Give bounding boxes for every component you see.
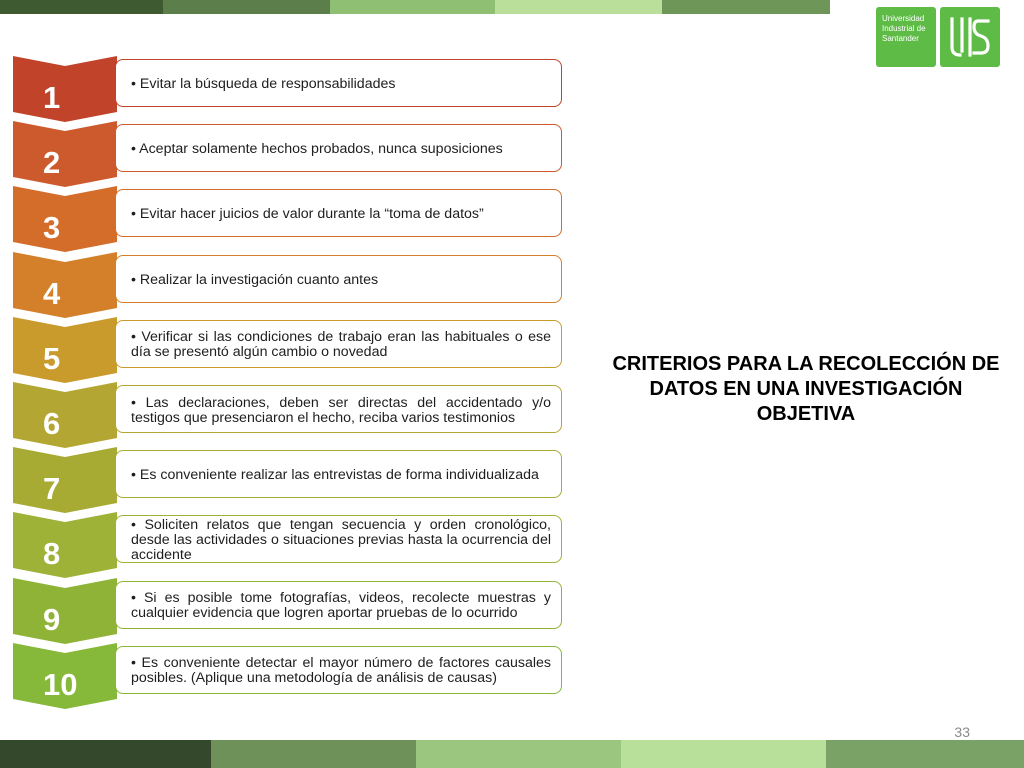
criterion-box	[115, 646, 562, 694]
slide-title: CRITERIOS PARA LA RECOLECCIÓN DE DATOS EN UNA INVESTIGACIÓN OBJETIVA	[612, 353, 1000, 425]
criterion-text: • Evitar hacer juicios de valor durante la “toma de datos”	[131, 206, 484, 223]
criterion-number: 4	[43, 275, 61, 311]
criterion-number: 6	[43, 406, 61, 441]
criterion-box	[115, 581, 562, 629]
logo-line: Santander	[882, 34, 919, 43]
uis-mark-icon	[940, 7, 1000, 67]
criterion-text: • Si es posible tome fotografías, videos, recolecte muestras y cualquier evidencia que logren aportar pruebas de lo ocurrido	[131, 590, 551, 622]
criterion-number: 10	[43, 666, 78, 702]
criterion-row	[13, 317, 565, 383]
criterion-text: • Las declaraciones, deben ser directas del accidentado y/o testigos que presenciaron el hecho, reciba varios testimonios	[131, 394, 551, 426]
top-bar-segment	[0, 0, 163, 14]
criterion-text: • Soliciten relatos que tengan secuencia y orden cronológico, desde las actividades o situaciones previas hasta la ocurrencia del accidente	[131, 517, 551, 564]
criterion-row	[13, 447, 565, 513]
bottom-bar-segment	[416, 740, 621, 768]
bottom-bar-segment	[621, 740, 826, 768]
criterion-row	[13, 512, 565, 578]
criterion-box	[115, 124, 562, 172]
criterion-text: • Evitar la búsqueda de responsabilidades	[131, 76, 396, 92]
criterion-row	[13, 252, 565, 318]
criterion-number: 8	[43, 536, 61, 572]
criterion-text: • Realizar la investigación cuanto antes	[131, 271, 379, 288]
page-number: 33	[954, 724, 970, 740]
criterion-number: 1	[43, 80, 61, 115]
criterion-box	[115, 189, 562, 237]
logo-line: Industrial de	[882, 24, 926, 33]
criterion-box	[115, 385, 562, 433]
criterion-text: • Verificar si las condiciones de trabajo eran las habituales o ese día se presentó algún cambio o novedad	[131, 329, 551, 361]
top-bar-segment	[330, 0, 495, 14]
criterion-box	[115, 59, 562, 107]
logo-text-block	[876, 7, 936, 67]
criterion-number: 5	[43, 340, 61, 376]
criterion-row	[13, 121, 565, 187]
criterion-text: • Aceptar solamente hechos probados, nunca suposiciones	[131, 141, 503, 158]
top-bar-segment	[662, 0, 830, 14]
criterion-row	[13, 186, 565, 252]
criterion-row	[13, 382, 565, 448]
criterion-text: • Es conveniente realizar las entrevistas de forma individualizada	[131, 467, 539, 484]
criterion-number: 3	[43, 210, 61, 246]
bottom-color-bar	[0, 740, 1024, 768]
criterion-number: 9	[43, 601, 61, 637]
bottom-bar-segment	[211, 740, 416, 768]
criterion-box	[115, 450, 562, 498]
criterion-number: 2	[43, 145, 61, 181]
uis-logo	[876, 7, 1000, 67]
bottom-bar-segment	[826, 740, 1024, 768]
top-color-bar	[0, 0, 830, 14]
criterion-box	[115, 515, 562, 563]
criterion-box	[115, 320, 562, 368]
top-bar-segment	[495, 0, 662, 14]
criterion-number: 7	[43, 471, 61, 507]
criterion-row	[13, 643, 565, 709]
criterion-row	[13, 56, 565, 122]
criterion-box	[115, 255, 562, 303]
top-bar-segment	[163, 0, 330, 14]
criterion-row	[13, 578, 565, 644]
logo-line: Universidad	[882, 14, 925, 23]
bottom-bar-segment	[0, 740, 211, 768]
criterion-text: • Es conveniente detectar el mayor número de factores causales posibles. (Aplique una metodología de análisis de causas)	[131, 655, 551, 687]
